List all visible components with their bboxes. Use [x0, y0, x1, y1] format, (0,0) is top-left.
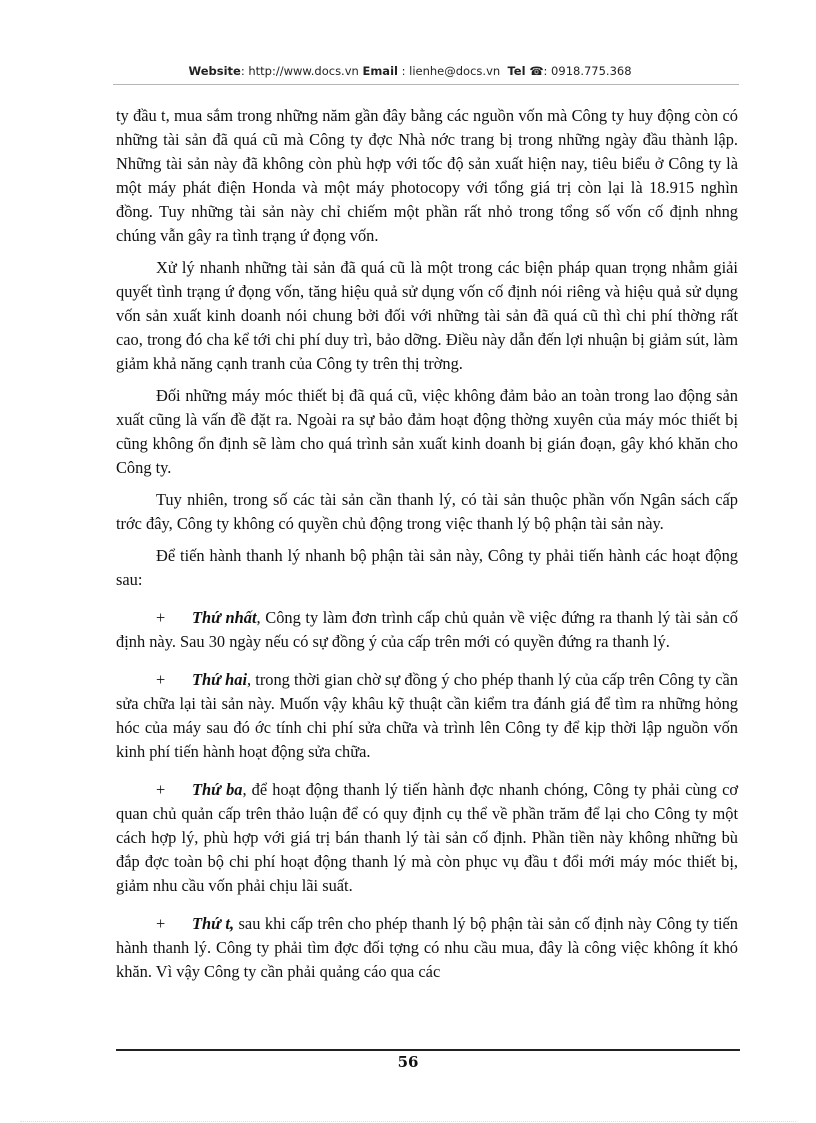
bullet-item-1 [116, 606, 738, 654]
tel-label: Tel [507, 64, 526, 78]
page-bottom-border [20, 1121, 796, 1122]
page-header [150, 64, 670, 78]
bullet-lead: Thứ nhất [192, 608, 257, 627]
website-value: : http://www.docs.vn [240, 64, 359, 78]
bullet-text: , trong thời gian chờ sự đồng ý cho phép thanh lý của cấp trên Công ty cần sửa chữa lại tài sản này. Muốn vậy khâu kỹ thuật cần kiểm tra đánh giá để tìm ra những hỏng hóc của máy sau đó ớc tính chi phí sửa chữa và trình lên Công ty để kịp thời lập nguồn vốn kinh phí tiến hành hoạt động sửa chữa. [116, 670, 738, 761]
bullet-marker: + [156, 670, 166, 689]
paragraph-5: Để tiến hành thanh lý nhanh bộ phận tài sản này, Công ty phải tiến hành các hoạt động sau: [116, 546, 738, 589]
paragraph-4: Tuy nhiên, trong số các tài sản cần thanh lý, có tài sản thuộc phần vốn Ngân sách cấp trớc đây, Công ty không có quyền chủ động trong việc thanh lý bộ phận tài sản này. [116, 490, 738, 533]
page-number: 56 [397, 1053, 419, 1071]
bullet-lead: Thứ ba [192, 780, 243, 799]
bullet-item-3 [116, 778, 738, 898]
bullet-item-4 [116, 912, 738, 984]
paragraph-1: ty đầu t, mua sắm trong những năm gần đây bằng các nguồn vốn mà Công ty huy động còn có những tài sản đã quá cũ mà Công ty đợc Nhà nớc trang bị trong những ngày đầu thành lập. Những tài sản này đã không còn phù hợp với tốc độ sản xuất hiện nay, tiêu biểu ở Công ty là một máy phát điện Honda và một máy photocopy với tổng giá trị còn lại là 18.915 nghìn đồng. Tuy những tài sản này chỉ chiếm một phần rất nhỏ trong tổng số vốn cố định nhng chúng vẫn gây ra tình trạng ứ đọng vốn. [116, 106, 738, 245]
email-label: Email [362, 64, 398, 78]
tel-value: : 0918.775.368 [543, 64, 632, 78]
bullet-marker: + [156, 914, 166, 933]
page-body [116, 104, 738, 992]
email-value: : lienhe@docs.vn [401, 64, 501, 78]
bullet-marker: + [156, 780, 166, 799]
website-label: Website [188, 64, 241, 78]
paragraph-3: Đối những máy móc thiết bị đã quá cũ, việc không đảm bảo an toàn trong lao động sản xuất cũng là vấn đề đặt ra. Ngoài ra sự bảo đảm hoạt động thờng xuyên của máy móc thiết bị cũng không ổn định sẽ làm cho quá trình sản xuất kinh doanh bị gián đoạn, gây khó khăn cho Công ty. [116, 386, 738, 477]
footer-divider [116, 1049, 740, 1051]
bullet-text: sau khi cấp trên cho phép thanh lý bộ phận tài sản cố định này Công ty tiến hành thanh lý. Công ty phải tìm đợc đối tợng có nhu cầu mua, đây là công việc không ít khó khăn. Vì vậy Công ty cần phải quảng cáo qua các [116, 914, 738, 981]
bullet-lead: Thứ hai [192, 670, 247, 689]
bullet-item-2 [116, 668, 738, 764]
bullet-text: , để hoạt động thanh lý tiến hành đợc nhanh chóng, Công ty phải cùng cơ quan chủ quản cấp trên thảo luận để có quy định cụ thể về phần trăm để lại cho Công ty một cách hợp lý, phù hợp với giá trị bán thanh lý tài sản cố định. Phần tiền này không những bù đắp đợc toàn bộ chi phí hoạt động thanh lý mà còn phục vụ đầu t đổi mới máy móc thiết bị, giảm nhu cầu vốn phải chịu lãi suất. [116, 780, 739, 895]
phone-icon: ☎ [529, 64, 544, 78]
paragraph-2: Xử lý nhanh những tài sản đã quá cũ là một trong các biện pháp quan trọng nhằm giải quyết tình trạng ứ đọng vốn, tăng hiệu quả sử dụng vốn cố định nói riêng và hiệu quả sử dụng vốn sản xuất kinh doanh nói chung bởi đối với những tài sản đã quá cũ thì chi phí thờng rất cao, trong đó cha kể tới chi phí duy trì, bảo dỡng. Điều này dẫn đến lợi nhuận bị giảm sút, làm giảm khả năng cạnh tranh của Công ty trên thị trờng. [116, 258, 738, 373]
header-divider [113, 84, 739, 85]
bullet-lead: Thứ t, [192, 914, 235, 933]
bullet-text: , Công ty làm đơn trình cấp chủ quản về việc đứng ra thanh lý tài sản cố định này. Sau 30 ngày nếu có sự đồng ý của cấp trên mới có quyền đứng ra thanh lý. [116, 608, 738, 651]
bullet-marker: + [156, 608, 166, 627]
